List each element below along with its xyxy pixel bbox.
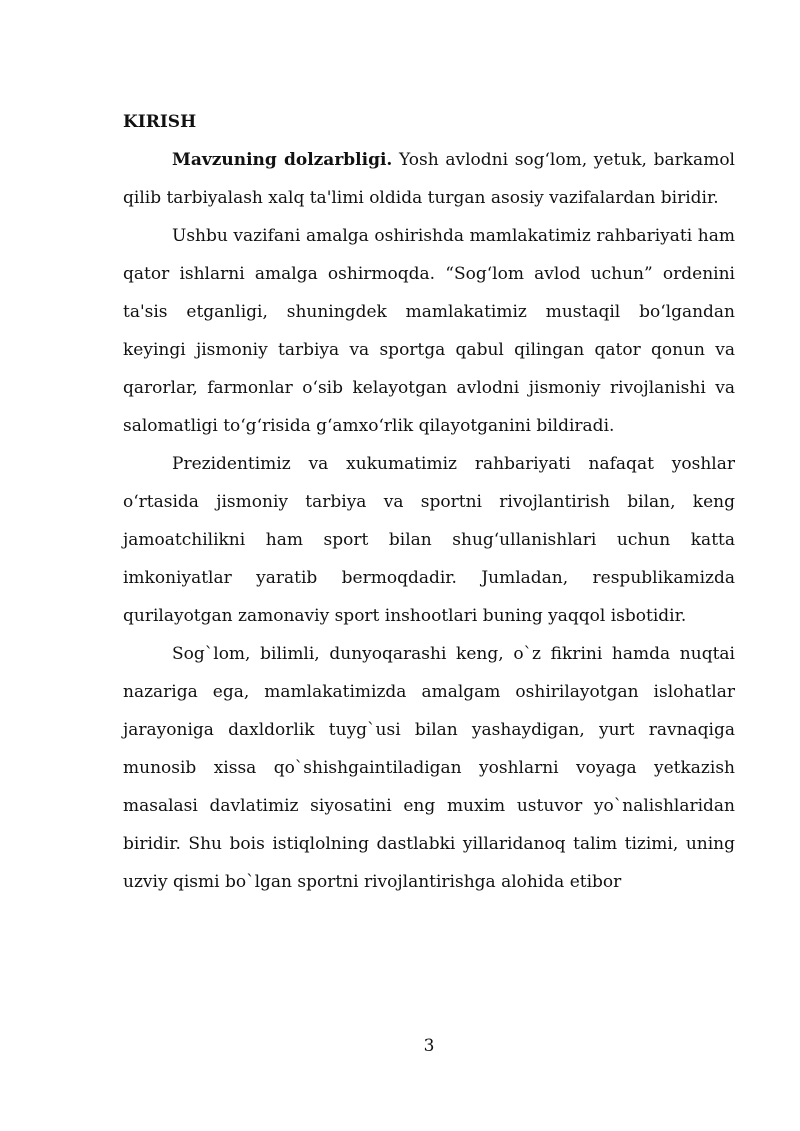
paragraph-text: Sog`lom, bilimli, dunyoqarashi keng, o`z fikrini hamda nuqtai nazariga ega, mamlakatimizda amalgam oshirilayotgan islohatlar jarayoniga daxldorlik tuyg`usi bilan yashaydigan, yurt ravnaqiga munosib xissa qo`shishgaintiladigan yoshlarni voyaga yetkazish masalasi davlatimiz siyosatini eng muxim ustuvor yo`nalishlaridan biridir. Shu bois istiqlolning dastlabki yillaridanoq talim tizimi, uning uzviy qismi bo`lgan sportni rivojlantirishga alohida etibor — [123, 644, 735, 892]
paragraph — [123, 635, 735, 901]
paragraph-text: Ushbu vazifani amalga oshirishda mamlakatimiz rahbariyati ham qator ishlarni amalga oshirmoqda. “Sog‘lom avlod uchun” ordenini ta'sis etganligi, shuningdek mamlakatimiz mustaqil bo‘lgandan keyingi jismoniy tarbiya va sportga qabul qilingan qator qonun va qarorlar, farmonlar o‘sib kelayotgan avlodni jismoniy rivojlanishi va salomatligi to‘g‘risida g‘amxo‘rlik qilayotganini bildiradi. — [123, 226, 735, 436]
paragraph-lead: Mavzuning dolzarbligi. — [172, 150, 393, 170]
paragraph-relevance — [123, 141, 735, 217]
paragraph-text: Yosh avlodni sog‘lom, yetuk, barkamol qilib tarbiyalash xalq ta'limi oldida turgan asosiy vazifalardan biridir. — [123, 150, 735, 208]
paragraph-text: Prezidentimiz va xukumatimiz rahbariyati nafaqat yoshlar o‘rtasida jismoniy tarbiya va sportni rivojlantirish bilan, keng jamoatchilikni ham sport bilan shug‘ullanishlari uchun katta imkoniyatlar yaratib bermoqdadir. Jumladan, respublikamizda qurilayotgan zamonaviy sport inshootlari buning yaqqol isbotidir. — [123, 454, 735, 626]
paragraph — [123, 217, 735, 445]
paragraph — [123, 445, 735, 635]
body-text — [123, 108, 735, 901]
page-number: 3 — [423, 1036, 435, 1056]
section-heading: KIRISH — [123, 112, 197, 132]
